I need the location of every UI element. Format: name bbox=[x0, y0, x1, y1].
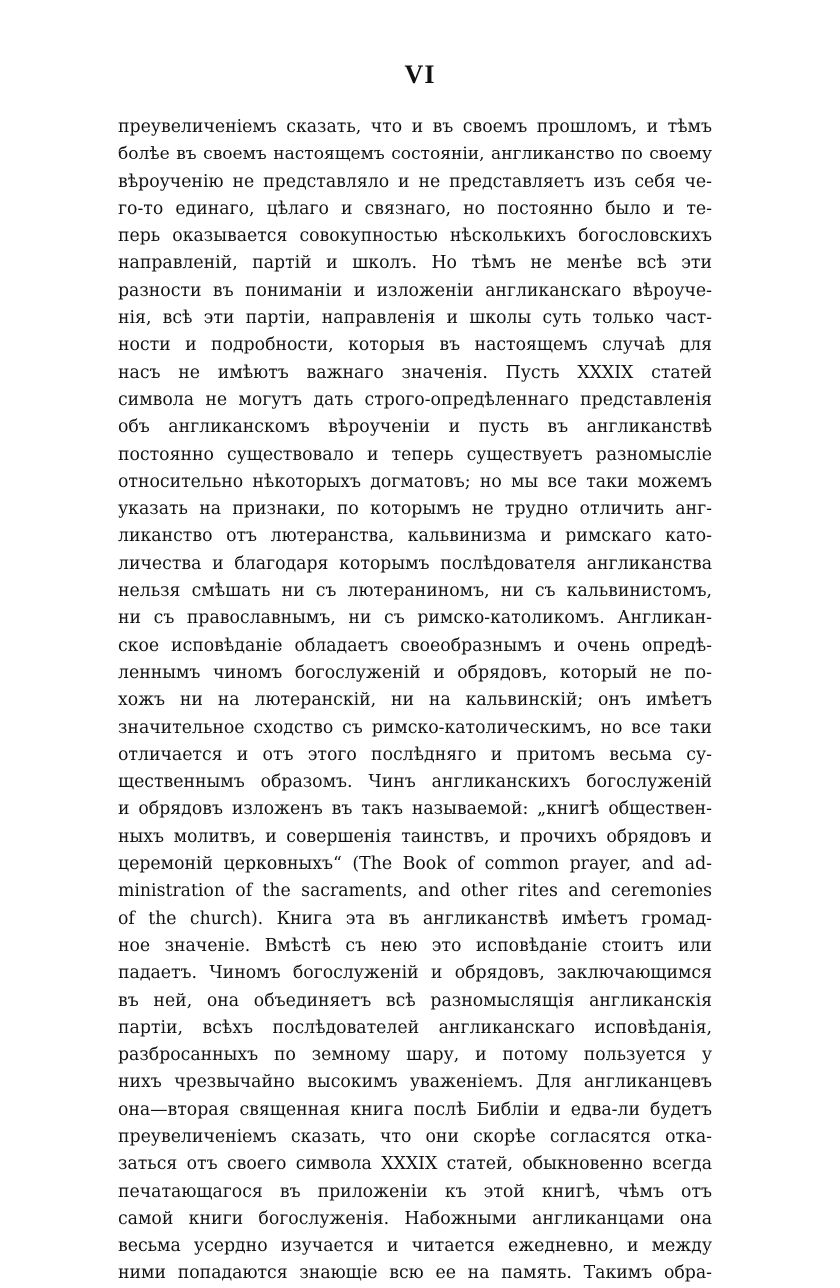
text-line: of the church). Книга эта въ англиканствѣ имѣетъ громад- bbox=[118, 908, 712, 929]
text-line: нія, всѣ эти партіи, направленія и школы суть только част- bbox=[118, 308, 712, 329]
text-line: весьма усердно изучается и читается ежедневно, и между bbox=[118, 1236, 712, 1257]
text-line: болѣе въ своемъ настоящемъ состояніи, англиканство по своему bbox=[118, 144, 712, 165]
text-line: хожъ ни на лютеранскій, ни на кальвинскій; онъ имѣетъ bbox=[118, 690, 712, 711]
text-line: ное значеніе. Вмѣстѣ съ нею это исповѣданіе стоитъ или bbox=[118, 935, 712, 956]
text-line: постоянно существовало и теперь существуетъ разномысліе bbox=[118, 444, 712, 465]
text-line: направленій, партій и школъ. Но тѣмъ не менѣе всѣ эти bbox=[118, 253, 712, 274]
text-line: отличается и отъ этого послѣдняго и притомъ весьма су- bbox=[118, 744, 712, 765]
text-line: нельзя смѣшать ни съ лютераниномъ, ни съ кальвинистомъ, bbox=[118, 581, 712, 602]
text-line: преувеличеніемъ сказать, что и въ своемъ прошломъ, и тѣмъ bbox=[118, 117, 712, 137]
body-text bbox=[118, 114, 712, 1288]
text-line: щественнымъ образомъ. Чинъ англиканскихъ богослуженій bbox=[118, 772, 712, 793]
text-line: церемоній церковныхъ“ (The Book of common prayer, and ad- bbox=[118, 854, 712, 875]
text-line: ликанство отъ лютеранства, кальвинизма и римскаго като- bbox=[118, 526, 712, 547]
text-line: ними попадаются знающіе всю ее на память. Такимъ обра- bbox=[118, 1263, 712, 1284]
text-line: указать на признаки, по которымъ не трудно отличить анг- bbox=[118, 499, 712, 520]
text-line: насъ не имѣютъ важнаго значенія. Пусть XXXIX статей bbox=[118, 362, 712, 383]
text-line: вѣроученію не представляло и не представляетъ изъ себя че- bbox=[118, 171, 712, 192]
text-line: разбросанныхъ по земному шару, и потому пользуется у bbox=[118, 1045, 712, 1066]
text-line: печатающагося въ приложеніи къ этой книгѣ, чѣмъ отъ bbox=[118, 1181, 712, 1202]
text-line: преувеличеніемъ сказать, что они скорѣе согласятся отка- bbox=[118, 1126, 712, 1147]
text-line: значительное сходство съ римско-католическимъ, но все таки bbox=[118, 717, 712, 738]
text-line: относительно нѣкоторыхъ догматовъ; но мы все таки можемъ bbox=[118, 471, 712, 492]
text-line: она—вторая священная книга послѣ Библіи и едва-ли будетъ bbox=[118, 1099, 712, 1120]
page-number: VI bbox=[404, 60, 436, 89]
text-line: леннымъ чиномъ богослуженій и обрядовъ, который не по- bbox=[118, 662, 712, 683]
text-line: перь оказывается совокупностью нѣсколькихъ богословскихъ bbox=[118, 226, 712, 247]
text-line: объ англиканскомъ вѣроученіи и пусть въ англиканствѣ bbox=[118, 417, 712, 438]
text-line: ности и подробности, которыя въ настоящемъ случаѣ для bbox=[118, 335, 712, 356]
text-line: ministration of the sacraments, and other rites and ceremonies bbox=[118, 881, 712, 902]
text-line: ское исповѣданіе обладаетъ своеобразнымъ и очень опредѣ- bbox=[118, 635, 712, 656]
text-line: го-то единаго, цѣлаго и связнаго, но постоянно было и те- bbox=[118, 198, 712, 219]
text-line: заться отъ своего символа XXXIX статей, обыкновенно всегда bbox=[118, 1154, 712, 1175]
text-line: личества и благодаря которымъ послѣдователя англиканства bbox=[118, 553, 712, 574]
text-line: падаетъ. Чиномъ богослуженій и обрядовъ, заключающимся bbox=[118, 963, 712, 984]
text-line: самой книги богослуженія. Набожными англиканцами она bbox=[118, 1208, 712, 1229]
text-line: ныхъ молитвъ, и совершенія таинствъ, и прочихъ обрядовъ и bbox=[118, 826, 712, 847]
text-line: партіи, всѣхъ послѣдователей англиканскаго исповѣданія, bbox=[118, 1017, 712, 1038]
text-line: и обрядовъ изложенъ въ такъ называемой: „книгѣ обществен- bbox=[118, 799, 712, 820]
text-line: разности въ пониманіи и изложеніи англиканскаго вѣроуче- bbox=[118, 280, 712, 301]
text-line: символа не могутъ дать строго-опредѣленнаго представленія bbox=[118, 389, 712, 410]
text-line: ни съ православнымъ, ни съ римско-католикомъ. Англикан- bbox=[118, 608, 712, 629]
text-line: въ ней, она объединяетъ всѣ разномыслящія англиканскія bbox=[118, 990, 712, 1011]
text-line: нихъ чрезвычайно высокимъ уваженіемъ. Для англиканцевъ bbox=[118, 1072, 712, 1093]
